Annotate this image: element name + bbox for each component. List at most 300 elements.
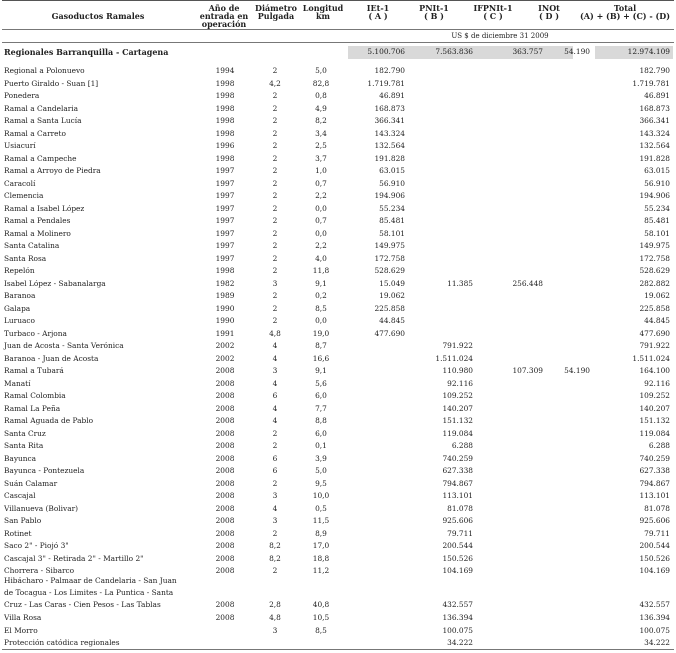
row-diameter: 2 [272,441,278,450]
row-iet: 191.828 [374,153,405,163]
row-year: 2008 [215,491,235,500]
row-length: 82,8 [312,78,330,88]
table-row [0,528,676,540]
row-iet: 143.324 [374,128,405,138]
row-total: 143.324 [639,128,670,138]
row-length: 16,6 [312,353,330,363]
row-diameter: 4 [272,341,278,350]
table-row [0,540,676,552]
row-total: 132.564 [639,141,670,150]
row-length: 11,2 [312,566,330,575]
row-length: 7,7 [315,403,327,413]
row-pnit: 140.207 [442,403,473,413]
row-year: 2008 [215,541,235,550]
row-pnit: 11.385 [447,278,473,288]
row-name: Villanueva (Bolivar) [4,503,79,513]
row-length: 9,1 [315,366,327,375]
row-pnit: 791.922 [442,341,473,350]
row-iet: 477.690 [374,328,405,338]
row-name: Baranoa [4,291,36,300]
row-length: 0,0 [315,228,327,238]
table-row [0,428,676,440]
row-total: 172.758 [639,253,670,263]
row-name: Bayunca [4,453,37,463]
row-length: 8,8 [315,416,327,425]
row-diameter: 2 [272,178,278,188]
row-diameter: 4,2 [269,78,281,88]
row-diameter: 2 [272,166,278,175]
table-row [0,353,676,365]
row-diameter: 2 [272,153,278,163]
row-total: 1.719.781 [632,78,670,88]
row-total: 194.906 [639,191,670,200]
row-name: Suán Calamar [4,478,58,488]
row-total: 627.338 [639,466,670,475]
header-pnit: PNIt-1 ( B ) [419,3,449,21]
row-total: 528.629 [639,266,670,275]
summary-row [0,46,676,58]
row-iet: 58.101 [379,228,405,238]
row-length: 0,5 [315,503,327,513]
row-length: 4,9 [315,103,327,113]
row-iet: 15.049 [379,278,405,288]
table-row [0,403,676,415]
row-length: 11,8 [312,266,330,275]
row-diameter: 2 [272,528,278,538]
row-diameter: 3 [272,516,278,525]
table-row [0,478,676,490]
row-iet: 225.858 [374,303,405,313]
row-year: 1997 [215,241,235,250]
row-diameter: 8,2 [269,541,281,550]
row-name: Ponedera [4,91,40,100]
row-length: 8,9 [315,528,327,538]
row-diameter: 2 [272,428,278,438]
row-year: 1998 [215,128,235,138]
table-row [0,153,676,165]
row-name: Santa Rosa [4,253,47,263]
row-name: Rotinet [4,528,32,538]
row-total: 136.394 [639,613,670,622]
row-name: Ramal La Peña [4,403,61,413]
row-length: 40,8 [312,600,330,609]
row-iet: 85.481 [379,216,405,225]
row-diameter: 2 [272,228,278,238]
row-name: Galapa [4,303,31,313]
row-year: 2008 [215,466,235,475]
table-row [0,140,676,152]
row-iet: 56.910 [379,178,405,188]
row-name: Caracolí [4,178,36,188]
row-name: Ramal a Carreto [4,128,66,138]
row-pnit: 79.711 [447,528,473,538]
row-name: Ramal a Molinero [4,228,71,238]
row-diameter: 8,2 [269,553,281,563]
summary-ifpnit: 363.757 [512,47,543,56]
table-bottom-border [2,649,674,650]
row-total: 164.100 [639,366,670,375]
row-total: 149.975 [639,241,670,250]
table-row [0,203,676,215]
table-row [0,553,676,565]
row-length: 0,7 [315,216,327,225]
row-year: 2008 [215,416,235,425]
row-length: 1,0 [315,166,327,175]
row-name: Santa Catalina [4,241,60,250]
row-diameter: 4,8 [269,328,281,338]
row-year: 2008 [215,391,235,400]
table-row [0,65,676,77]
row-year: 1990 [215,303,235,313]
row-year: 2008 [215,378,235,388]
row-name: Ramal a Campeche [4,153,77,163]
row-iet: 1.719.781 [367,78,405,88]
row-pnit: 794.867 [442,478,473,488]
row-total: 34.222 [644,638,670,647]
row-name: Luruaco [4,316,35,325]
row-name: Ramal a Arroyo de Piedra [4,166,101,175]
table-row [0,390,676,402]
row-name: Ramal a Candelaria [4,103,79,113]
table-row [0,290,676,302]
row-diameter: 4 [272,416,278,425]
row-diameter: 2 [272,291,278,300]
row-length: 2,5 [315,141,327,150]
row-year: 1989 [215,291,235,300]
row-year: 1998 [215,266,235,275]
currency-note: US $ de diciembre 31 2009 [451,32,549,40]
row-iet: 528.629 [374,266,405,275]
row-year: 1998 [215,78,235,88]
row-year: 1998 [215,91,235,100]
row-name: Isabel López - Sabanalarga [4,278,106,288]
row-year: 2008 [215,613,235,622]
row-diameter: 3 [272,278,278,288]
row-length: 9,5 [315,478,327,488]
row-year: 1997 [215,191,235,200]
row-pnit: 1.511.024 [435,353,473,363]
row-name: Puerto Giraldo - Suan [1] [4,78,99,88]
row-ifpnit: 256.448 [512,278,543,288]
table-row [0,599,676,611]
row-diameter: 2,8 [269,600,281,609]
row-length: 0,0 [315,203,327,213]
row-iet: 168.873 [374,103,405,113]
row-length: 11,5 [312,516,330,525]
row-total: 100.075 [639,625,670,635]
row-name: Ramal a Isabel López [4,203,85,213]
row-length: 3,4 [315,128,327,138]
row-diameter: 4 [272,378,278,388]
row-year: 1996 [215,141,235,150]
row-name: Baranoa - Juan de Acosta [4,353,99,363]
row-year: 2008 [215,566,235,575]
table-row [0,453,676,465]
table-top-border [2,0,674,1]
row-pnit: 740.259 [442,453,473,463]
table-row [0,315,676,327]
row-length: 19,0 [312,328,330,338]
table-row [0,128,676,140]
row-total: 109.252 [639,391,670,400]
row-name: Cruz - Las Caras - Cien Pesos - Las Tablas [4,600,161,609]
table-row [0,90,676,102]
row-pnit: 151.132 [442,416,473,425]
row-diameter: 4,8 [269,613,281,622]
row-iet: 194.906 [374,191,405,200]
row-length: 6,0 [315,391,327,400]
row-total: 58.101 [644,228,670,238]
table-row [0,440,676,452]
row-diameter: 3 [272,491,278,500]
row-diameter: 2 [272,316,278,325]
row-total: 925.606 [639,516,670,525]
table-row [0,265,676,277]
table-row [0,612,676,624]
row-year: 1990 [215,316,235,325]
summary-inot: 54.190 [564,47,590,56]
row-total: 46.891 [644,91,670,100]
row-length: 5,0 [315,66,327,75]
row-diameter: 3 [272,366,278,375]
row-total: 740.259 [639,453,670,463]
row-name: Ramal a Tubará [4,366,64,375]
row-pnit: 925.606 [442,516,473,525]
row-total: 81.078 [644,503,670,513]
row-name: Ramal Aguada de Pablo [4,416,94,425]
row-year: 2008 [215,553,235,563]
row-iet: 55.234 [379,203,405,213]
row-total: 19.062 [644,291,670,300]
table-row [0,278,676,290]
table-row [0,503,676,515]
table-row [0,625,676,637]
row-total: 432.557 [639,600,670,609]
row-year: 2002 [215,353,235,363]
row-diameter: 2 [272,141,278,150]
header-diameter: Diámetro Pulgada [255,3,297,21]
row-total: 44.845 [644,316,670,325]
table-row [0,253,676,265]
row-diameter: 2 [272,303,278,313]
row-year: 2008 [215,516,235,525]
row-name: Ramal Colombia [4,391,66,400]
row-pnit: 6.288 [451,441,473,450]
row-name: Santa Rita [4,441,44,450]
row-name: Chorrera - Sibarco [4,566,75,575]
row-iet: 44.845 [379,316,405,325]
row-total: 1.511.024 [632,353,670,363]
row-year: 1997 [215,228,235,238]
row-diameter: 2 [272,203,278,213]
summary-pnit: 7.563.836 [435,47,473,56]
row-length: 5,0 [315,466,327,475]
row-pnit: 104.169 [442,566,473,575]
row-length: 10,5 [312,613,330,622]
summary-iet: 5.100.706 [367,47,405,56]
summary-name: Regionales Barranquilla - Cartagena [4,47,169,57]
row-length: 8,5 [315,625,327,635]
row-pnit: 113.101 [442,491,473,500]
row-year: 2008 [215,453,235,463]
row-name: Regional a Polonuevo [4,66,85,75]
row-diameter: 2 [272,266,278,275]
row-name: Saco 2" - Piojó 3" [4,541,69,550]
row-name: Repelón [4,266,35,275]
row-iet: 172.758 [374,253,405,263]
header-length: Longitud km [302,3,344,21]
row-total: 225.858 [639,303,670,313]
row-total: 794.867 [639,478,670,488]
row-year: 1994 [215,66,235,75]
row-name: Turbaco - Arjona [4,328,67,338]
row-iet: 366.341 [374,116,405,125]
row-length: 0,0 [315,316,327,325]
row-name: Cascajal [4,491,36,500]
row-total: 63.015 [644,166,670,175]
row-iet: 63.015 [379,166,405,175]
row-diameter: 2 [272,241,278,250]
row-year: 2008 [215,428,235,438]
row-total: 56.910 [644,178,670,188]
row-length: 6,0 [315,428,327,438]
row-length: 8,2 [315,116,327,125]
row-name: Protección catódica regionales [4,638,120,647]
row-pnit: 34.222 [447,638,473,647]
row-name: Bayunca - Pontezuela [4,466,85,475]
row-length: 10,0 [312,491,330,500]
row-length: 0,8 [315,91,327,100]
row-total: 140.207 [639,403,670,413]
row-diameter: 2 [272,253,278,263]
row-name: Ramal a Pendales [4,216,71,225]
row-year: 1998 [215,103,235,113]
table-row [0,190,676,202]
row-length: 18,8 [312,553,330,563]
row-year: 1998 [215,153,235,163]
row-year: 1997 [215,253,235,263]
header-total: Total (A) + (B) + (C) - (D) [580,3,670,21]
table-row [0,165,676,177]
row-year: 2008 [215,441,235,450]
row-year: 1997 [215,178,235,188]
row-diameter: 2 [272,216,278,225]
row-ifpnit: 107.309 [512,366,543,375]
row-diameter: 2 [272,116,278,125]
row-year: 1982 [215,278,235,288]
row-iet: 19.062 [379,291,405,300]
row-total: 150.526 [639,553,670,563]
row-name: Manatí [4,378,31,388]
row-total: 168.873 [639,103,670,113]
row-length: 17,0 [312,541,330,550]
table-row [0,415,676,427]
table-row [0,637,676,649]
row-length: 0,7 [315,178,327,188]
row-diameter: 6 [272,453,278,463]
row-diameter: 2 [272,128,278,138]
summary-total: 12.974.109 [627,47,670,56]
row-name: Cascajal 3" - Retirada 2" - Martillo 2" [4,553,144,563]
row-total: 791.922 [639,341,670,350]
row-pnit: 627.338 [442,466,473,475]
row-iet: 182.790 [374,66,405,75]
row-diameter: 2 [272,103,278,113]
row-diameter: 3 [272,625,278,635]
row-length: 8,5 [315,303,327,313]
row-diameter: 6 [272,466,278,475]
table-row [0,78,676,90]
row-pnit: 100.075 [442,625,473,635]
row-name: Juan de Acosta - Santa Verónica [4,341,124,350]
row-name: El Morro [4,625,38,635]
row-pnit: 200.544 [442,541,473,550]
header-ifpnit: IFPNIt-1 ( C ) [473,3,513,21]
row-total: 79.711 [644,528,670,538]
row-total: 477.690 [639,328,670,338]
row-diameter: 2 [272,566,278,575]
row-name: Villa Rosa [4,613,42,622]
row-pnit: 92.116 [447,378,473,388]
row-total: 113.101 [639,491,670,500]
row-pnit: 150.526 [442,553,473,563]
row-year: 1998 [215,116,235,125]
row-diameter: 2 [272,191,278,200]
row-diameter: 2 [272,91,278,100]
row-name: Santa Cruz [4,428,46,438]
row-year: 1997 [215,216,235,225]
table-row [0,490,676,502]
row-pnit: 136.394 [442,613,473,622]
table-row [0,303,676,315]
currency-rule [2,42,674,43]
row-iet: 46.891 [379,91,405,100]
row-total: 104.169 [639,566,670,575]
row-total: 6.288 [648,441,670,450]
row-length: 3,9 [315,453,327,463]
row-length: 0,2 [315,291,327,300]
row-name: Clemencia [4,191,44,200]
row-pnit: 432.557 [442,600,473,609]
row-diameter: 4 [272,403,278,413]
header-year: Año de entrada en operación [199,3,249,29]
table-row [0,103,676,115]
row-diameter: 2 [272,478,278,488]
row-pnit: 109.252 [442,391,473,400]
row-pnit: 110.980 [442,366,473,375]
wrapped-row-line-1: Hibácharo - Palmaar de Candelaria - San Juan [4,576,177,585]
row-total: 282.882 [639,278,670,288]
table-row [0,228,676,240]
row-total: 92.116 [644,378,670,388]
header-rule [2,29,674,30]
row-length: 3,7 [315,153,327,163]
row-iet: 132.564 [374,141,405,150]
row-year: 1991 [215,328,235,338]
row-year: 2002 [215,341,235,350]
table-row [0,465,676,477]
header-name: Gasoductos Ramales [51,11,145,21]
row-diameter: 6 [272,391,278,400]
row-total: 85.481 [644,216,670,225]
table-row [0,178,676,190]
row-pnit: 81.078 [447,503,473,513]
row-name: Usiacurí [4,141,36,150]
row-year: 2008 [215,528,235,538]
row-length: 4,0 [315,253,327,263]
row-iet: 149.975 [374,241,405,250]
row-total: 119.084 [639,428,670,438]
